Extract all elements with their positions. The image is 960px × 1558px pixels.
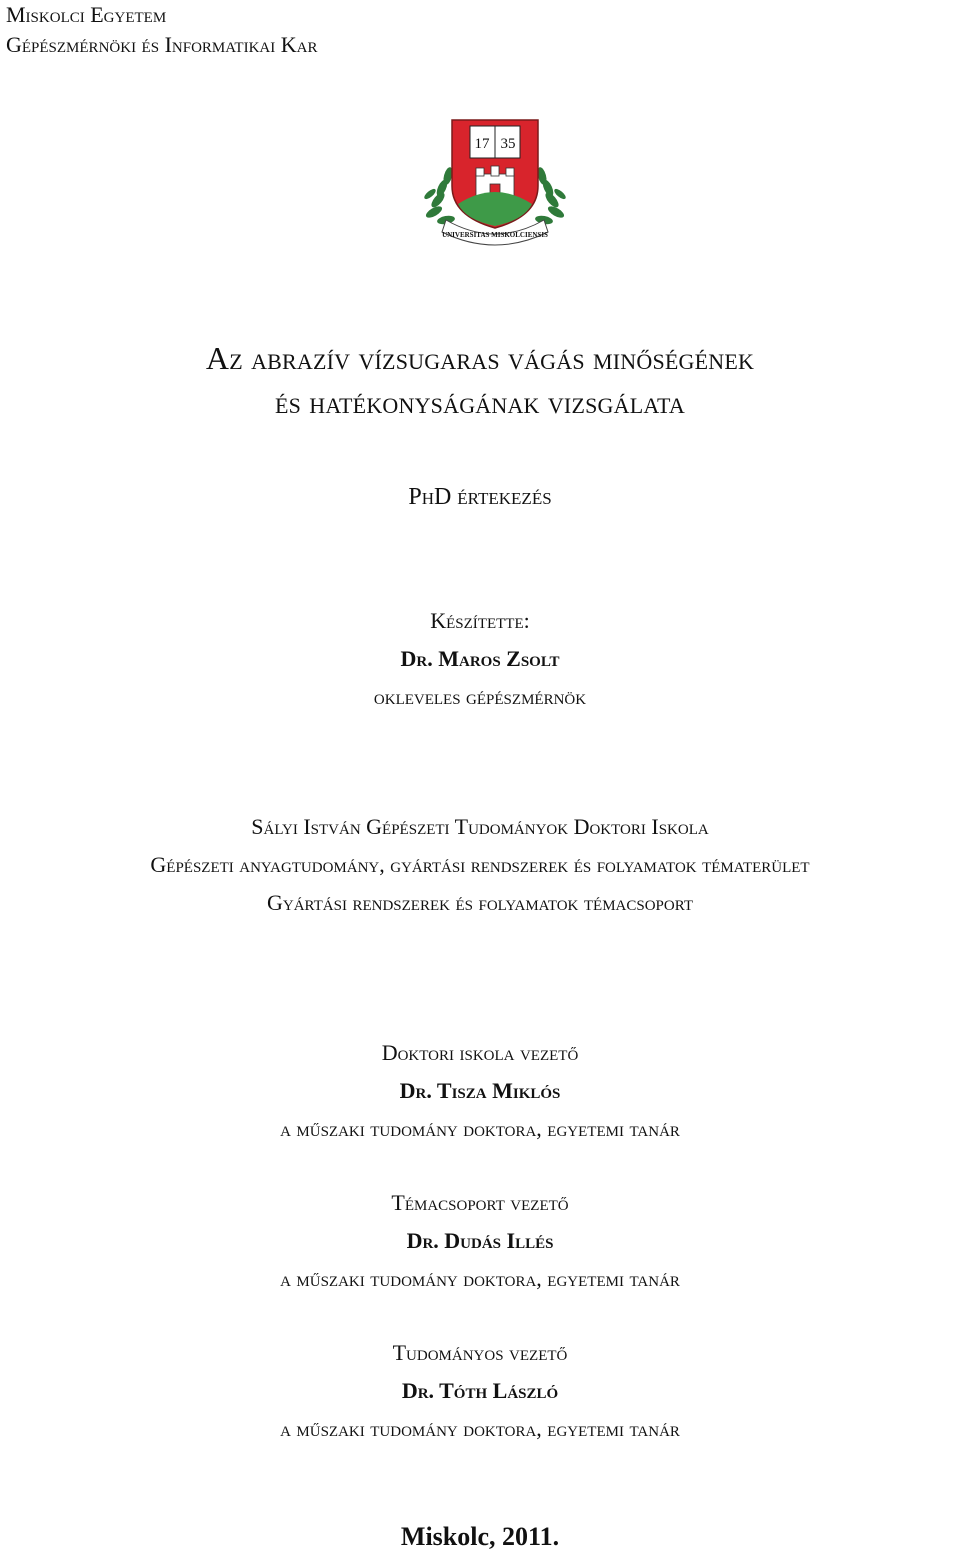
place-and-date: Miskolc, 2011. — [400, 1522, 560, 1551]
crest-year-left: 17 — [474, 136, 490, 152]
author-label: Készítette: — [430, 608, 530, 633]
topic-area: Gépészeti anyagtudomány, gyártási rendszerek és folyamatok tématerület — [150, 852, 810, 877]
university-name: Miskolci Egyetem — [6, 2, 167, 27]
leader-name: Dr. Tóth László — [401, 1378, 559, 1403]
thesis-title-line-2: és hatékonyságának vizsgálata — [275, 384, 685, 420]
leader-title: a műszaki tudomány doktora, egyetemi tanár — [280, 1416, 680, 1441]
topic-group: Gyártási rendszerek és folyamatok témacsoport — [266, 890, 693, 915]
author-name: Dr. Maros Zsolt — [400, 646, 560, 671]
crest-motto: UNIVERSITAS MISKOLCIENSIS — [442, 231, 548, 239]
crest-year-right: 35 — [500, 136, 516, 152]
doctoral-school: Sályi István Gépészeti Tudományok Doktori Iskola — [251, 814, 709, 839]
laurel-left-icon — [424, 166, 456, 225]
laurel-right-icon — [534, 166, 566, 225]
faculty-name: Gépészmérnöki és Informatikai Kar — [6, 32, 318, 57]
author-qualification: okleveles gépészmérnök — [373, 684, 587, 709]
castle-icon — [476, 166, 514, 196]
leader-title: a műszaki tudomány doktora, egyetemi tanár — [280, 1266, 680, 1291]
leader-role: Témacsoport vezető — [391, 1190, 569, 1215]
leader-name: Dr. Dudás Illés — [406, 1228, 554, 1253]
leader-role: Tudományos vezető — [392, 1340, 568, 1365]
thesis-title-line-1: Az abrazív vízsugaras vágás minőségének — [205, 340, 755, 376]
university-crest-logo — [424, 116, 566, 252]
leader-role: Doktori iskola vezető — [381, 1040, 579, 1065]
leader-title: a műszaki tudomány doktora, egyetemi tanár — [280, 1116, 680, 1141]
leader-name: Dr. Tisza Miklós — [399, 1078, 561, 1103]
document-type: PhD értekezés — [408, 484, 552, 510]
